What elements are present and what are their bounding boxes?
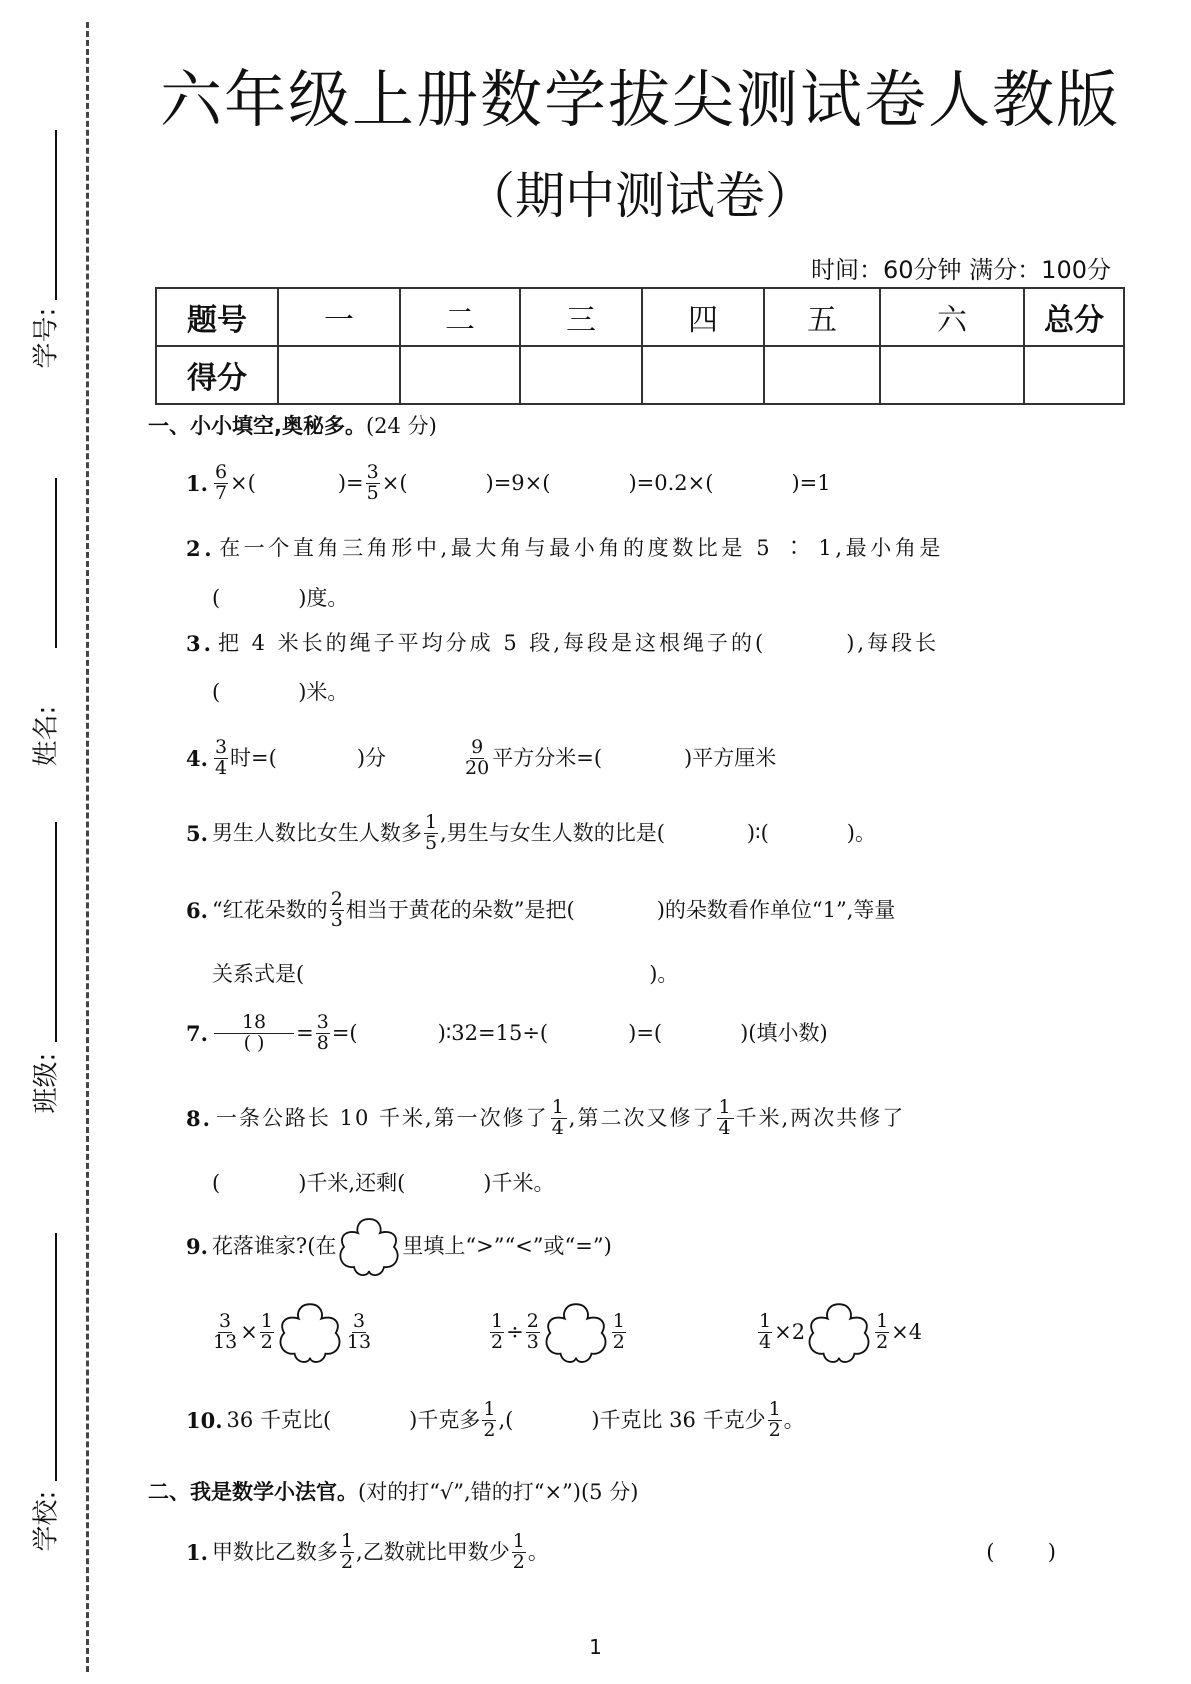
question-1-9-item-1: $\frac{3}{13}$ × $\frac{1}{2}$ $\frac{3}{13}$	[210, 1300, 374, 1364]
binding-cut-line	[86, 22, 89, 1672]
name-label: 姓名:	[31, 705, 62, 767]
name-line[interactable]	[55, 478, 57, 648]
question-1-9-item-3: $\frac{1}{4}$ ×2 $\frac{1}{2}$ ×4	[756, 1300, 922, 1364]
score-cell-3[interactable]	[520, 346, 642, 404]
section-2-instructions: (对的打“√”,错的打“×”)(5 分)	[358, 1480, 639, 1504]
question-1-2: 2. 在一个直角三角形中,最大角与最小角的度数比是 5 ∶ 1,最小角是	[186, 536, 945, 561]
fraction: $\frac{1}{5}$	[424, 811, 438, 854]
student-id-label: 学号:	[31, 307, 62, 369]
section-1-heading: 一、小小填空,奥秘多。	[148, 414, 366, 438]
fraction: $\frac{1}{2}$	[612, 1309, 625, 1353]
fraction: $\frac{3}{8}$	[316, 1011, 329, 1054]
question-1-10: 10. 36 千克比( )千克多 $\frac{1}{2}$ ,( )千克比 36 千克少 $\frac{1}{2}$ 。	[186, 1398, 805, 1441]
question-1-8: 8. 一条公路长 10 千米,第一次修了 $\frac{1}{4}$ ,第二次又修了 $\frac{1}{4}$ 千米,两次共修了	[186, 1096, 906, 1139]
question-1-3-line2: ( )米。	[212, 680, 349, 704]
header-cell-total: 总分	[1024, 288, 1124, 346]
question-1-3: 3. 把 4 米长的绳子平均分成 5 段,每段是这根绳子的( ),每段长	[186, 631, 940, 656]
page-title: 六年级上册数学拔尖测试卷人教版	[159, 63, 1120, 136]
flower-answer-box[interactable]	[805, 1300, 873, 1364]
header-cell-4: 四	[642, 288, 764, 346]
question-1-8-line2: ( )千米,还剩( )千米。	[212, 1171, 555, 1195]
fraction: $\frac{1}{4}$	[759, 1309, 772, 1353]
flower-answer-box[interactable]	[276, 1300, 344, 1364]
score-cell-2[interactable]	[400, 346, 520, 404]
question-1-7: 7. $\frac{18}{( )}$ = $\frac{3}{8}$ =( )∶32=15÷( )=( )(填小数)	[186, 1011, 828, 1054]
fraction: $\frac{6}{7}$	[214, 461, 228, 504]
fraction: $\frac{1}{2}$	[483, 1398, 496, 1441]
student-id-line[interactable]	[55, 130, 57, 300]
fraction: $\frac{1}{4}$	[551, 1096, 566, 1139]
fraction: $\frac{1}{2}$	[876, 1309, 889, 1353]
score-cell-5[interactable]	[764, 346, 880, 404]
class-line[interactable]	[55, 822, 57, 1042]
question-1-4: 4. $\frac{3}{4}$ 时=( )分 $\frac{9}{20}$ 平方分米=( )平方厘米	[186, 736, 777, 779]
question-1-6: 6. “红花朵数的 $\frac{2}{3}$ 相当于黄花的朵数”是把( )的朵数看作单位“1”,等量	[186, 888, 896, 931]
fraction: $\frac{1}{2}$	[491, 1309, 504, 1353]
fraction: $\frac{1}{2}$	[340, 1530, 354, 1573]
school-line[interactable]	[55, 1233, 57, 1481]
question-1-6-line2: 关系式是( )。	[212, 962, 679, 986]
question-1-2-line2: ( )度。	[212, 586, 349, 610]
fraction-with-blank[interactable]: $\frac{18}{( )}$	[214, 1013, 294, 1054]
question-2-1: 1. 甲数比乙数多 $\frac{1}{2}$ ,乙数就比甲数少 $\frac{1}{2}$ 。 ( )	[186, 1530, 1056, 1573]
fraction: $\frac{2}{3}$	[330, 888, 343, 931]
score-cell-6[interactable]	[880, 346, 1024, 404]
score-table-header-row	[156, 288, 1124, 346]
fraction: $\frac{1}{2}$	[768, 1398, 781, 1441]
time-and-score-info: 时间：60分钟 满分：100分	[811, 256, 1111, 284]
page-number: 1	[589, 1635, 602, 1659]
fraction: $\frac{3}{5}$	[366, 461, 379, 504]
header-cell-3: 三	[520, 288, 642, 346]
question-1-9-item-2: $\frac{1}{2}$ ÷ $\frac{2}{3}$ $\frac{1}{2}$	[488, 1300, 628, 1364]
class-label: 班级:	[31, 1052, 62, 1114]
header-cell-5: 五	[764, 288, 880, 346]
question-1-1: 1. $\frac{6}{7}$ ×( )= $\frac{3}{5}$ ×( )=9×( )=0.2×( )=1	[186, 461, 831, 504]
fraction: $\frac{1}{2}$	[260, 1309, 273, 1353]
fraction: $\frac{1}{2}$	[512, 1530, 525, 1573]
header-cell-question-number: 题号	[156, 288, 278, 346]
score-cell-total[interactable]	[1024, 346, 1124, 404]
true-false-answer-box[interactable]: ( )	[986, 1539, 1056, 1564]
question-1-5: 5. 男生人数比女生人数多 $\frac{1}{5}$ ,男生与女生人数的比是( )∶( )。	[186, 811, 876, 854]
school-label: 学校:	[31, 1490, 62, 1552]
header-cell-1: 一	[278, 288, 400, 346]
section-1-points: (24 分)	[365, 414, 437, 438]
score-table-score-row	[156, 346, 1124, 404]
fraction: $\frac{3}{13}$	[346, 1309, 372, 1353]
fraction: $\frac{2}{3}$	[526, 1309, 539, 1353]
page-subtitle: （期中测试卷）	[465, 167, 815, 225]
row-label-score: 得分	[156, 346, 278, 404]
header-cell-6: 六	[880, 288, 1024, 346]
header-cell-2: 二	[400, 288, 520, 346]
score-table	[155, 287, 1125, 405]
question-number: 1.	[186, 470, 208, 496]
score-cell-1[interactable]	[278, 346, 400, 404]
fraction: $\frac{9}{20}$	[465, 736, 490, 779]
section-1-title	[148, 410, 437, 440]
fraction: $\frac{3}{13}$	[213, 1309, 238, 1353]
fraction: $\frac{1}{4}$	[718, 1096, 733, 1139]
section-2-heading: 二、我是数学小法官。	[148, 1480, 358, 1504]
flower-icon	[336, 1215, 402, 1277]
flower-answer-box[interactable]	[542, 1300, 610, 1364]
fraction: $\frac{3}{4}$	[214, 736, 228, 779]
question-1-9: 9. 花落谁家?(在 里填上“>”“<”或“=”)	[186, 1215, 612, 1277]
section-2-title	[148, 1476, 638, 1506]
score-cell-4[interactable]	[642, 346, 764, 404]
